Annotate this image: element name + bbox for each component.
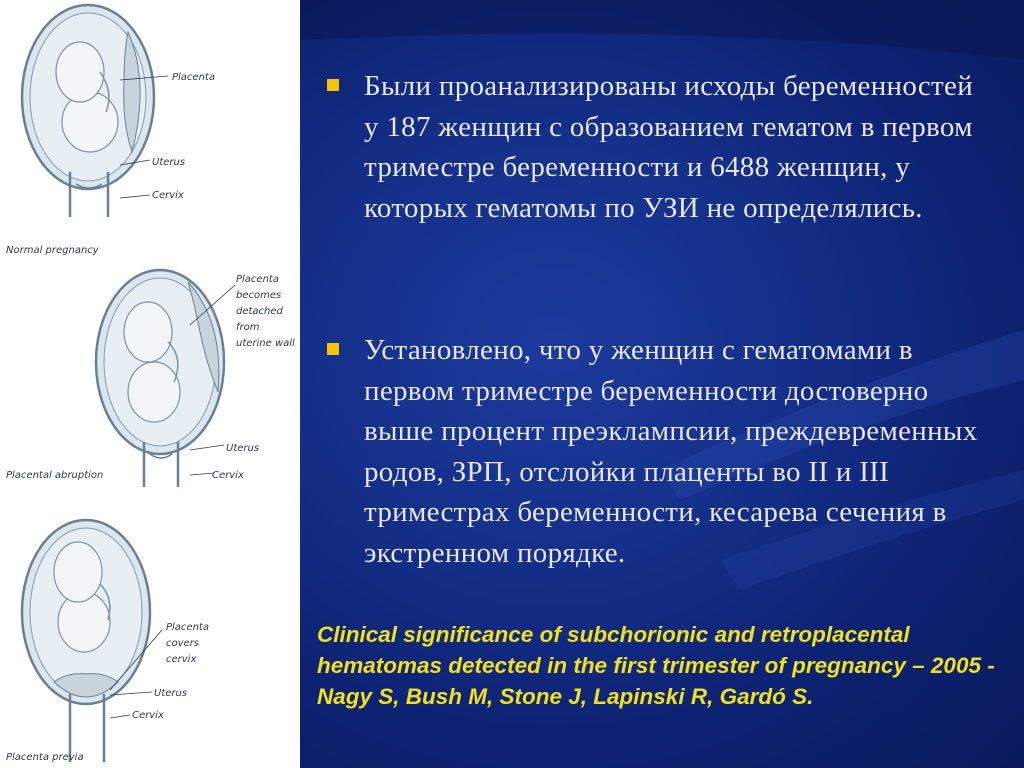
label-uterus: Uterus <box>154 688 188 699</box>
label-cervix: Cervix <box>132 710 164 721</box>
label-uterus: Uterus <box>226 443 260 454</box>
label-uterus: Uterus <box>152 157 186 168</box>
bullet-marker <box>327 343 339 355</box>
illustration-panel <box>0 0 300 768</box>
label-placenta: Placenta <box>166 622 209 633</box>
label-becomes: becomes <box>236 290 282 301</box>
label-covers: covers <box>166 638 200 649</box>
label-cervix: Cervix <box>152 190 184 201</box>
caption-normal-pregnancy: Normal pregnancy <box>6 245 99 256</box>
label-cervix-covered: cervix <box>166 654 197 665</box>
bullet-item-2 <box>334 330 984 573</box>
label-placenta: Placenta <box>172 72 215 83</box>
bullet-text: Установлено, что у женщин с гематомами в первом триместре беременности достоверно выше процент преэклампсии, преждевременных родов, ЗРП, отслойки плаценты во II и III триместрах беременности, кесарева сечения в экстренном порядке. <box>364 334 978 569</box>
label-cervix: Cervix <box>212 470 244 481</box>
label-detached: detached <box>236 306 283 317</box>
caption-placenta-previa: Placenta previa <box>6 752 84 763</box>
caption-placental-abruption: Placental abruption <box>6 470 104 481</box>
bullet-text: Были проанализированы исходы беременностей у 187 женщин с образованием гематом в первом триместре беременности и 6488 женщин, у которых гематомы по УЗИ не определялись. <box>364 70 974 224</box>
label-placenta: Placenta <box>236 274 279 285</box>
bullet-marker <box>327 79 339 91</box>
placental-abruption-pointers <box>190 285 240 485</box>
citation: Clinical significance of subchorionic and retroplacental hematomas detected in the first trimester of pregnancy – 2005 - Nagy S, Bush M, Stone J, Lapinski R, Gardó S. <box>317 622 995 709</box>
label-from: from <box>236 322 260 333</box>
normal-pregnancy-pointers <box>120 70 180 210</box>
label-uterine-wall: uterine wall <box>236 338 295 349</box>
bullet-item-1 <box>334 66 984 228</box>
